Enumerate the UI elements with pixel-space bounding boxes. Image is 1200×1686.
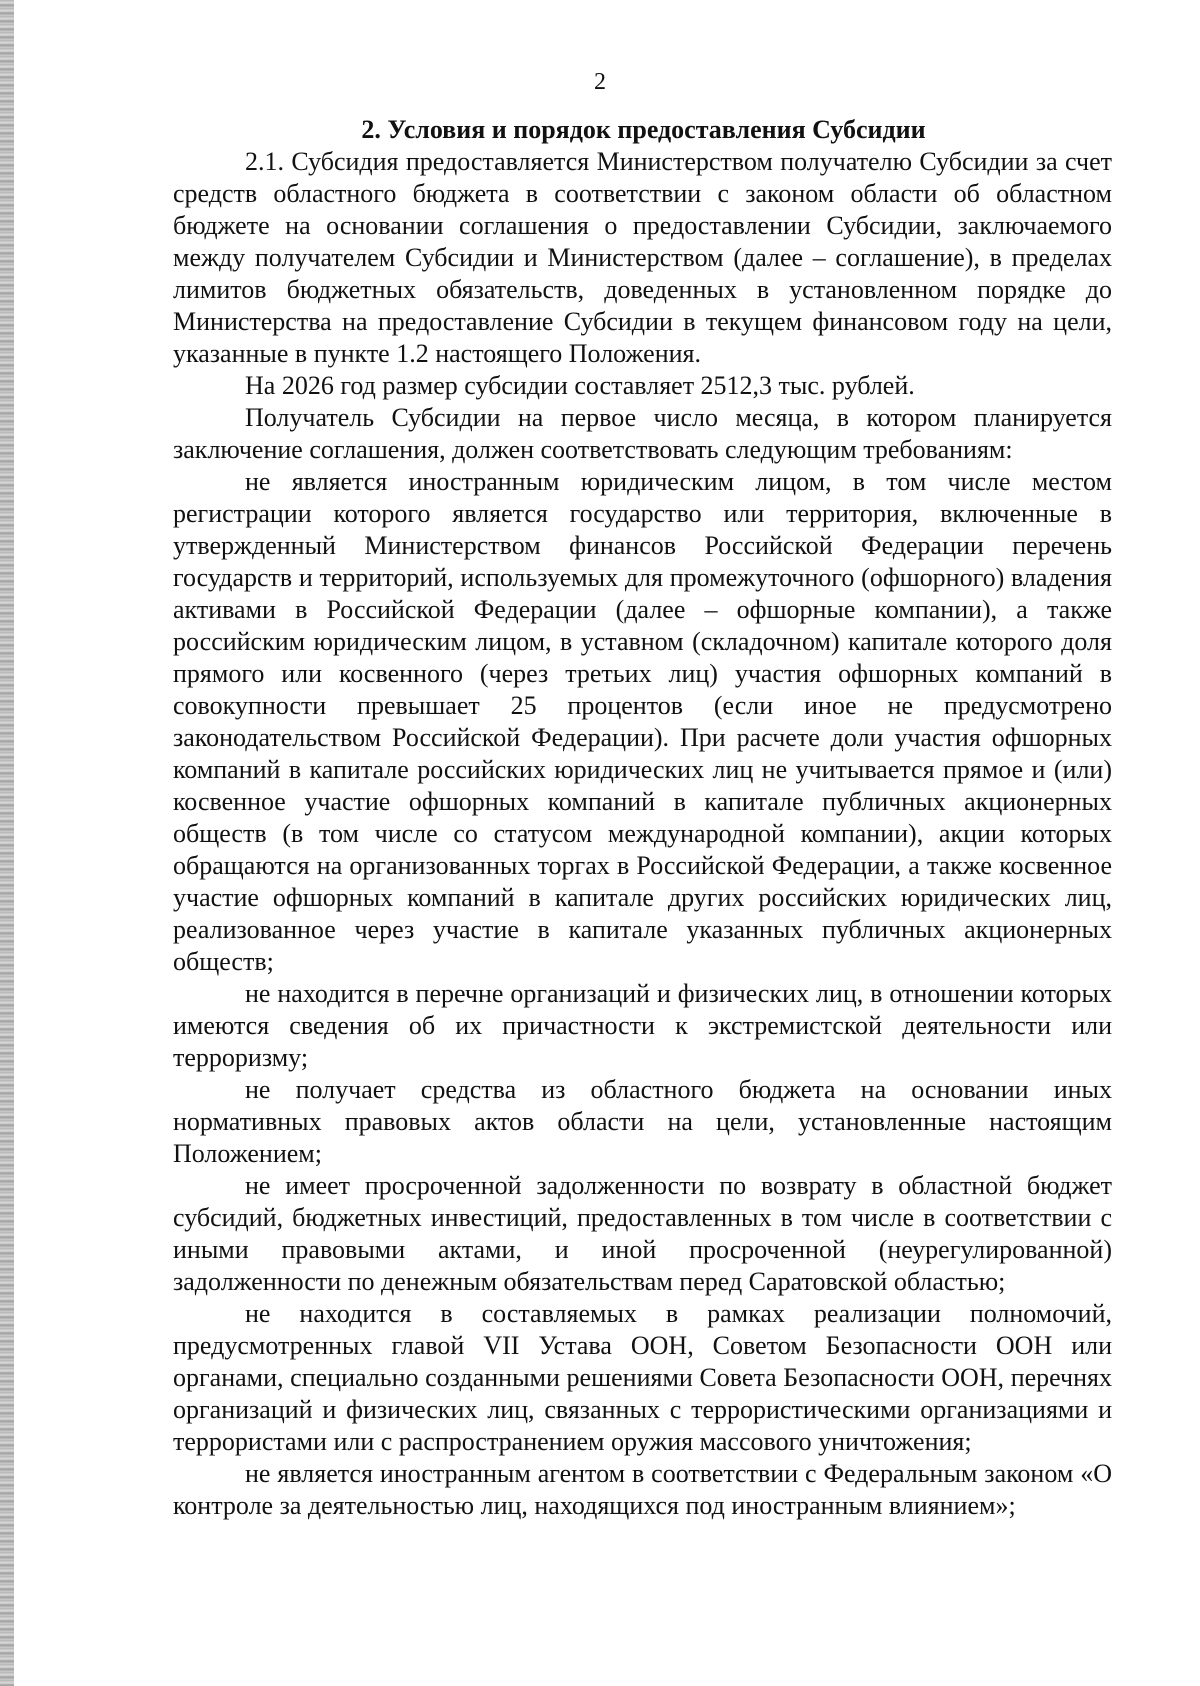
document-body [173, 114, 1112, 1522]
page-number: 2 [594, 69, 606, 95]
paragraph-foreign-agent-requirement: не является иностранным агентом в соответствии с Федеральным законом «О контроле за деятельностью лиц, находящихся под иностранным влиянием»; [173, 1459, 1112, 1520]
paragraph-extremism-requirement: не находится в перечне организаций и физических лиц, в отношении которых имеются сведения об их причастности к экстремистской деятельности или терроризму; [173, 979, 1112, 1072]
paragraph-un-sanctions-requirement: не находится в составляемых в рамках реализации полномочий, предусмотренных главой VII Устава ООН, Советом Безопасности ООН или органами, специально созданными решениями Совета Безопасности ООН, перечнях организаций и физических лиц, связанных с террористическими организациями и террористами или с распространением оружия массового уничтожения; [173, 1299, 1112, 1456]
paragraph-debt-requirement: не имеет просроченной задолженности по возврату в областной бюджет субсидий, бюджетных инвестиций, предоставленных в том числе в соответствии с иными правовыми актами, и иной просроченной (неурегулированной) задолженности по денежным обязательствам перед Саратовской областью; [173, 1171, 1112, 1296]
paragraph-requirements-intro: Получатель Субсидии на первое число месяца, в котором планируется заключение соглашения, должен соответствовать следующим требованиям: [173, 403, 1112, 464]
paragraph-other-funds-requirement: не получает средства из областного бюджета на основании иных нормативных правовых актов области на цели, установленные настоящим Положением; [173, 1075, 1112, 1168]
paragraph-subsidy-amount: На 2026 год размер субсидии составляет 2512,3 тыс. рублей. [245, 371, 915, 400]
paragraph-offshore-requirement: не является иностранным юридическим лицом, в том числе местом регистрации которого является государство или территория, включенные в утвержденный Министерством финансов Российской Федерации перечень государств и территорий, используемых для промежуточного (офшорного) владения активами в Российской Федерации (далее – офшорные компании), а также российским юридическим лицом, в уставном (складочном) капитале которого доля прямого или косвенного (через третьих лиц) участия офшорных компаний в совокупности превышает 25 процентов (если иное не предусмотрено законодательством Российской Федерации). При расчете доли участия офшорных компаний в капитале российских юридических лиц не учитывается прямое и (или) косвенное участие офшорных компаний в капитале публичных акционерных обществ (в том числе со статусом международной компании), акции которых обращаются на организованных торгах в Российской Федерации, а также косвенное участие офшорных компаний в капитале других российских юридических лиц, реализованное через участие в капитале указанных публичных акционерных обществ; [173, 467, 1112, 976]
paragraph-2-1: 2.1. Субсидия предоставляется Министерством получателю Субсидии за счет средств областного бюджета в соответствии с законом области об областном бюджете на основании соглашения о предоставлении Субсидии, заключаемого между получателем Субсидии и Министерством (далее – соглашение), в пределах лимитов бюджетных обязательств, доведенных в установленном порядке до Министерства на предоставление Субсидии в текущем финансовом году на цели, указанные в пункте 1.2 настоящего Положения. [173, 147, 1112, 368]
scan-edge-shadow [0, 0, 14, 1686]
section-heading: 2. Условия и порядок предоставления Субсидии [361, 115, 926, 144]
